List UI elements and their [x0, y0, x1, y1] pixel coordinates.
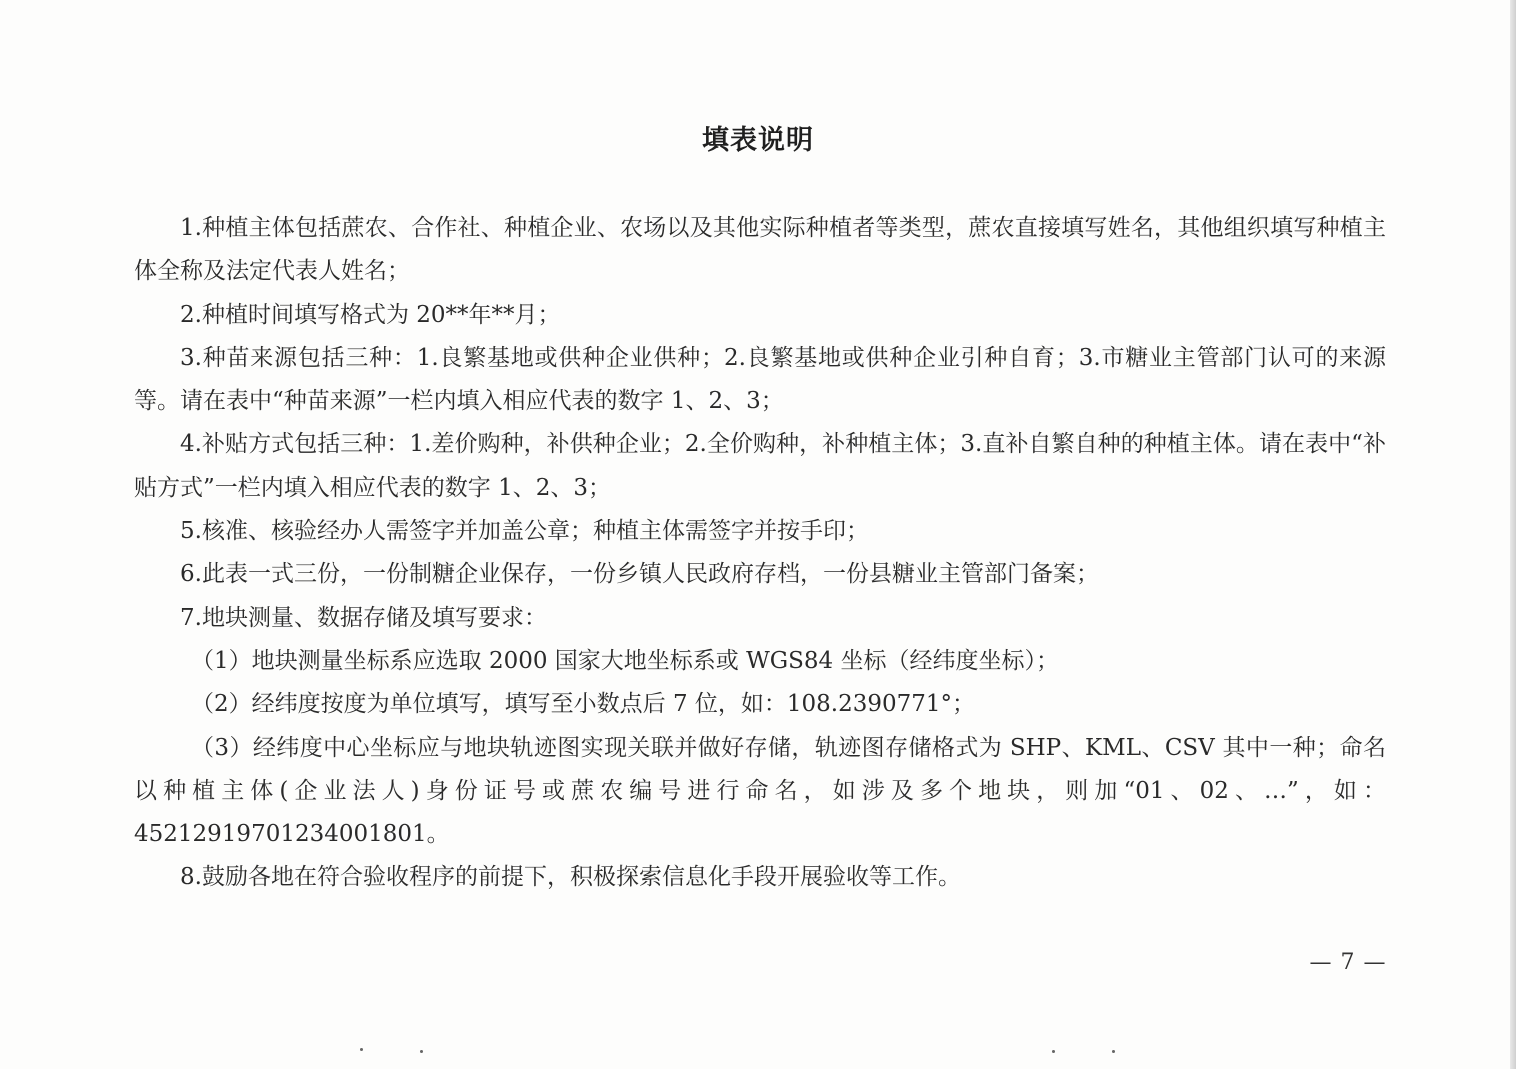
- instruction-item-5: 5.核准、核验经办人需签字并加盖公章；种植主体需签字并按手印；: [180, 518, 869, 545]
- instruction-item-2: 2.种植时间填写格式为 20**年**月；: [180, 301, 561, 328]
- instruction-subitem-7-3: （3）经纬度中心坐标应与地块轨迹图实现关联并做好存储，轨迹图存储格式为 SHP、KML、CSV 其中一种；命名以种植主体(企业法人)身份证号或蔗农编号进行命名，如涉及多个地块，则加“01、02、…”，如：45212919701234001801。: [134, 734, 1386, 848]
- instruction-subitem-7-1: （1）地块测量坐标系应选取 2000 国家大地坐标系或 WGS84 坐标（经纬度坐标）；: [191, 647, 1059, 674]
- scan-speck: [1052, 1050, 1055, 1053]
- instruction-item-1: 1.种植主体包括蔗农、合作社、种植企业、农场以及其他实际种植者等类型，蔗农直接填写姓名，其他组织填写种植主体全称及法定代表人姓名；: [134, 215, 1386, 285]
- page-number: — 7 —: [1309, 950, 1387, 975]
- scan-speck: [360, 1048, 363, 1051]
- instruction-subitem-7-2: （2）经纬度按度为单位填写，填写至小数点后 7 位，如：108.2390771°；: [191, 691, 976, 718]
- instruction-item-3: 3.种苗来源包括三种：1.良繁基地或供种企业供种；2.良繁基地或供种企业引种自育；3.市糖业主管部门认可的来源等。请在表中“种苗来源”一栏内填入相应代表的数字 1、2、3；: [134, 344, 1386, 415]
- scan-speck: [420, 1050, 423, 1053]
- instruction-item-7: 7.地块测量、数据存储及填写要求：: [180, 604, 547, 631]
- instructions-body: [134, 207, 1386, 900]
- scan-speck: [1112, 1050, 1115, 1053]
- instruction-item-6: 6.此表一式三份，一份制糖企业保存，一份乡镇人民政府存档，一份县糖业主管部门备案；: [180, 561, 1099, 588]
- document-title: 填表说明: [702, 125, 814, 156]
- instruction-item-4: 4.补贴方式包括三种：1.差价购种，补供种企业；2.全价购种，补种植主体；3.直补自繁自种的种植主体。请在表中“补贴方式”一栏内填入相应代表的数字 1、2、3；: [134, 431, 1386, 501]
- page-edge-shadow: [1510, 0, 1516, 1069]
- instruction-item-8: 8.鼓励各地在符合验收程序的前提下，积极探索信息化手段开展验收等工作。: [180, 864, 961, 891]
